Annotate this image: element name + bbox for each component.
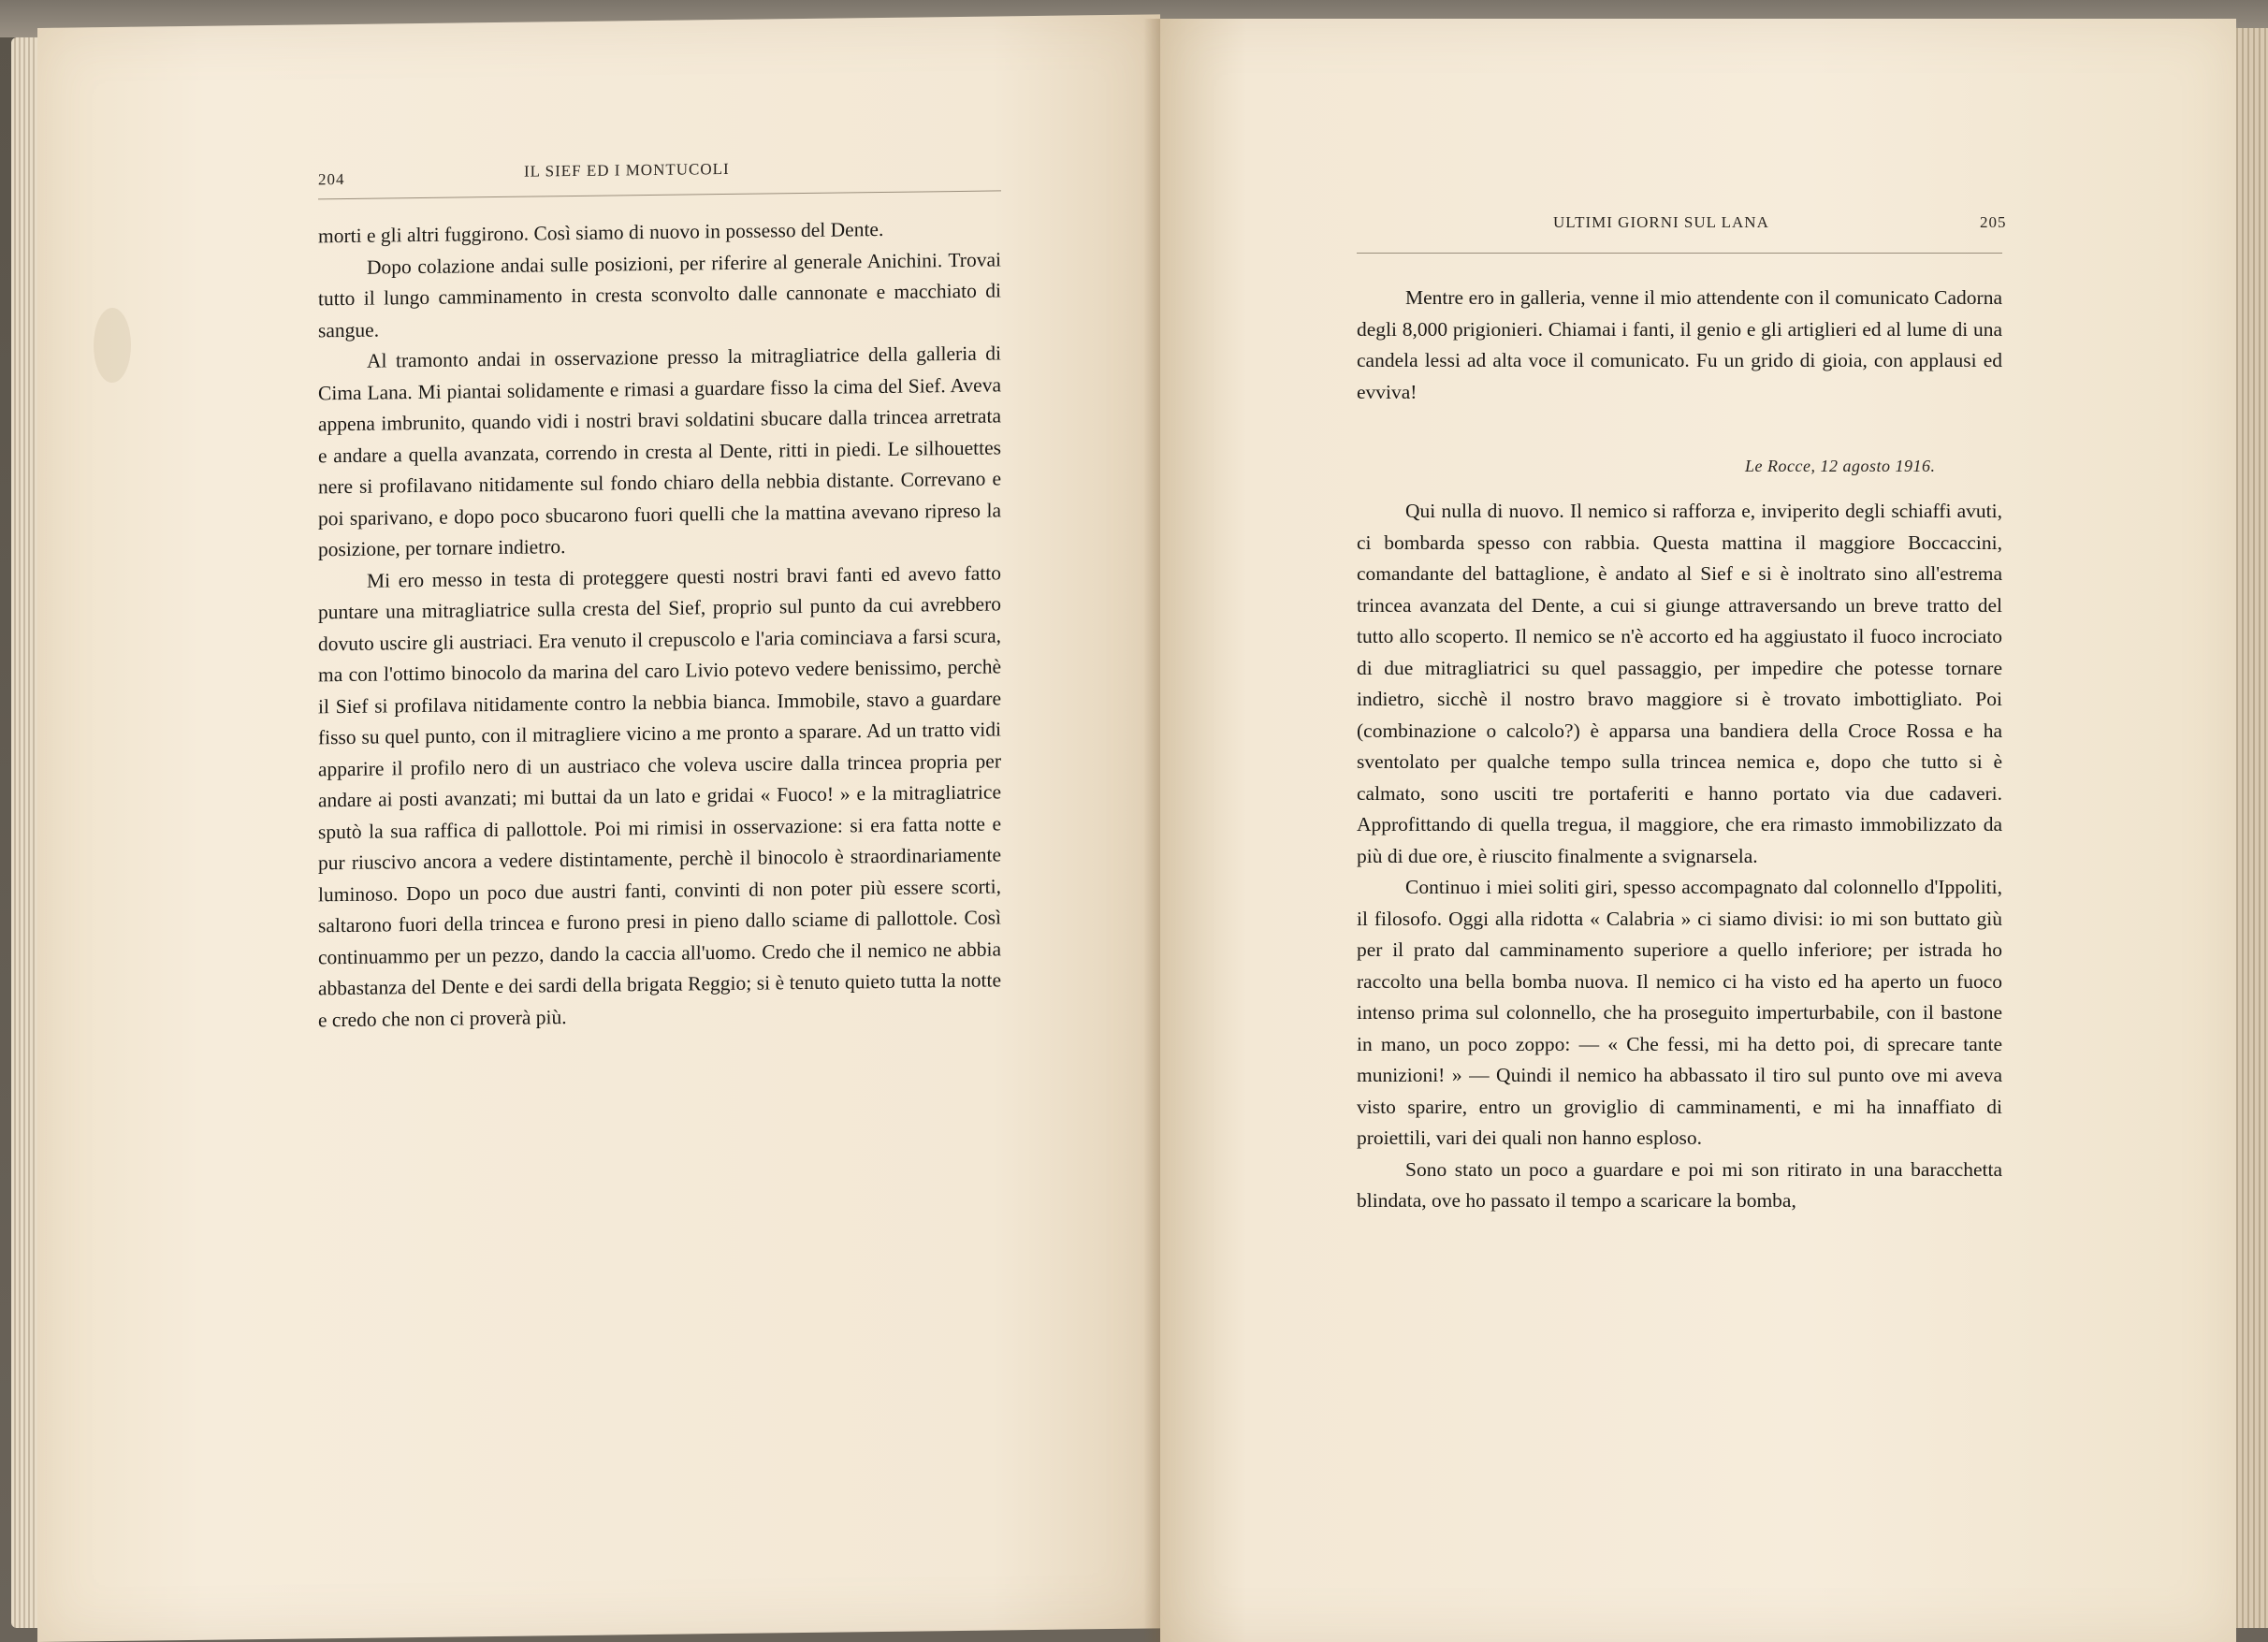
right-header-rule xyxy=(1357,253,2002,254)
paper-stain xyxy=(94,308,131,383)
left-header-rule xyxy=(318,190,1001,199)
left-body-text xyxy=(318,212,1001,1036)
left-paragraph-2: Dopo colazione andai sulle posizioni, per riferire al generale Anichini. Trovai tutto il lungo camminamento in cresta sconvolto dalle cannonate e macchiato di sangue. xyxy=(318,247,1001,341)
left-page xyxy=(37,14,1160,1642)
right-running-head: ULTIMI GIORNI SUL LANA xyxy=(1553,213,1769,231)
dateline: Le Rocce, 12 agosto 1916. xyxy=(1745,457,1936,475)
right-page-number: 205 xyxy=(1980,213,2007,231)
left-paragraph-4: Mi ero messo in testa di proteggere questi nostri bravi fanti ed avevo fatto puntare una mitragliatrice sulla cresta del Sief, proprio sul punto da cui avrebbero dovuto uscire gli austriaci. Era venuto il crepuscolo e l'aria cominciava a farsi scura, ma con l'ottimo binocolo da marina del caro Livio potevo vedere benissimo, perchè il Sief si profilava nitidamente contro la nebbia bianca. Immobile, stavo a guardare fisso su quel punto, con il mitragliere vicino a me pronto a sparare. Ad un tratto vidi apparire il profilo nero di un austriaco che voleva uscire dalla trincea propria per andare ai posti avanzati; mi buttai da un lato e gridai « Fuoco! » e la mitragliatrice sputò la sua raffica di pallottole. Poi mi rimisi in osservazione: si era fatta notte e pur riuscivo ancora a vedere distintamente, perchè il binocolo è straordinariamente luminoso. Dopo un poco due austri fanti, convinti di non poter più essere scorti, saltarono fuori della trincea e furono presi in pieno dallo sciame di pallottole. Così continuammo per un pezzo, dando la caccia all'uomo. Credo che il nemico ne abbia abbastanza del Dente e dei sardi della brigata Reggio; si è tenuto quieto tutta la notte e credo che non ci proverà più. xyxy=(318,560,1001,1031)
left-page-number: 204 xyxy=(318,169,345,189)
left-paragraph-3: Al tramonto andai in osservazione presso la mitragliatrice della galleria di Cima Lana. Mi piantai solidamente e rimasi a guardare fisso la cima del Sief. Aveva appena imbrunito, quando vidi i nostri bravi soldatini sbucare dalla trincea arretrata e andare a quella avanzata, correndo in cresta al Dente, ritti in piedi. Le silhouettes nere si profilavano nitidamente sul fondo chiaro della nebbia distante. Correvano e poi sparivano, e dopo poco sbucarono fuori quelli che la mattina avevano ripreso la posizione, per tornare indietro. xyxy=(318,341,1001,561)
left-paragraph-1: morti e gli altri fuggirono. Così siamo di nuovo in possesso del Dente. xyxy=(318,217,884,248)
right-page xyxy=(1160,19,2236,1642)
right-body-text-top xyxy=(1357,283,2002,408)
left-running-head: IL SIEF ED I MONTUCOLI xyxy=(524,159,730,181)
right-paragraph-1: Mentre ero in galleria, venne il mio attendente con il comunicato Cadorna degli 8,000 prigionieri. Chiamai i fanti, il genio e gli artiglieri ed al lume di una candela lessi ad alta voce il comunicato. Fu un grido di gioia, con applausi ed evviva! xyxy=(1357,286,2002,403)
right-paragraph-3: Continuo i miei soliti giri, spesso accompagnato dal colonnello d'Ippoliti, il filosofo. Oggi alla ridotta « Calabria » ci siamo divisi: io mi son buttato giù per il prato dal camminamento superiore a quello inferiore; per istrada ho raccolto una bella bomba nuova. Il nemico ci ha visto ed ha aperto un fuoco intenso prima sul colonnello, che ha proseguito imperturbabile, con il bastone in mano, un poco zoppo: — « Che fessi, mi ha detto poi, di sprecare tante munizioni! » — Quindi il nemico ha abbassato il tiro sul punto ove mi aveva visto sparire, entro un groviglio di camminamenti, e mi ha innaffiato di proiettili, vari dei quali non hanno esploso. xyxy=(1357,876,2002,1149)
right-paragraph-2: Qui nulla di nuovo. Il nemico si rafforza e, inviperito degli schiaffi avuti, ci bombarda spesso con rabbia. Questa mattina il maggiore Boccaccini, comandante del battaglione, è andato al Sief e si è inoltrato sino all'estrema trincea avanzata del Dente, a cui si giunge attraversando un breve tratto del tutto allo scoperto. Il nemico se n'è accorto ed ha aggiustato il fuoco incrociato di due mitragliatrici su quel passaggio, per impedire che potesse tornare indietro, sicchè il nostro bravo maggiore si è trovato imbottigliato. Poi (combinazione o calcolo?) è apparsa una bandiera della Croce Rossa e ha sventolato per qualche tempo sulla trincea nemica e, dopo che tutto si è calmato, sono usciti tre portaferiti e hanno portato via due cadaveri. Approfittando di quella tregua, il maggiore, che era rimasto immobilizzato da più di due ore, è riuscito finalmente a svignarsela. xyxy=(1357,500,2002,867)
right-paragraph-4: Sono stato un poco a guardare e poi mi son ritirato in una baracchetta blindata, ove ho passato il tempo a scaricare la bomba, xyxy=(1357,1157,2002,1212)
right-body-text-bottom xyxy=(1357,496,2002,1217)
